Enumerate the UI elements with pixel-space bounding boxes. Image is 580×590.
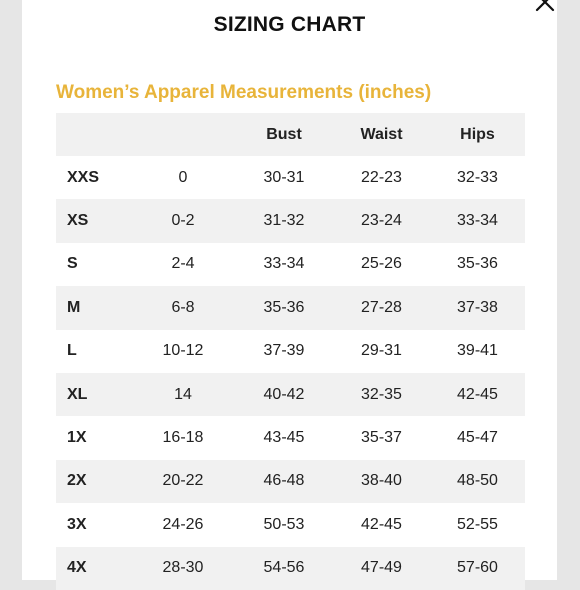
size-cell: 1X (67, 429, 87, 447)
size-cell: M (56, 286, 131, 329)
bust-cell: 54-56 (235, 547, 333, 590)
numeric-size-cell: 16-18 (162, 429, 204, 447)
table-row (56, 503, 525, 546)
numeric-size-cell: 0-2 (131, 199, 235, 242)
header-bust: Bust (235, 113, 333, 156)
bust-cell: 46-48 (235, 460, 333, 503)
table-row (56, 416, 525, 459)
size-cell: XS (56, 199, 131, 242)
bust-cell: 40-42 (235, 373, 333, 416)
waist-cell: 29-31 (361, 342, 402, 360)
header-numeric-size (131, 113, 235, 156)
waist-cell: 38-40 (333, 460, 430, 503)
waist-cell: 25-26 (361, 255, 402, 273)
close-icon (533, 0, 557, 14)
numeric-size-cell: 2-4 (171, 255, 195, 273)
hips-cell: 32-33 (457, 168, 498, 186)
hips-cell: 52-55 (457, 515, 498, 533)
size-cell: XL (56, 373, 131, 416)
sizing-chart-panel (22, 0, 557, 580)
table-row (56, 199, 525, 242)
close-button[interactable] (533, 0, 557, 14)
numeric-size-cell: 0 (178, 168, 188, 186)
table-body (56, 156, 525, 590)
bust-cell: 37-39 (263, 342, 305, 360)
size-cell: 3X (67, 515, 87, 533)
table-row (56, 286, 525, 329)
waist-cell: 22-23 (361, 168, 402, 186)
hips-cell: 45-47 (457, 429, 498, 447)
hips-cell: 48-50 (430, 460, 525, 503)
header-waist: Waist (333, 113, 430, 156)
waist-cell: 42-45 (361, 515, 402, 533)
table-row (56, 243, 525, 286)
hips-cell: 57-60 (430, 547, 525, 590)
waist-cell: 35-37 (361, 429, 402, 447)
bust-cell: 43-45 (263, 429, 305, 447)
bust-cell: 35-36 (235, 286, 333, 329)
bust-cell: 50-53 (263, 515, 305, 533)
size-cell: S (67, 255, 78, 273)
table-subtitle: Women’s Apparel Measurements (inches) (56, 82, 432, 103)
size-cell: 2X (56, 460, 131, 503)
numeric-size-cell: 28-30 (131, 547, 235, 590)
table-row (56, 156, 525, 199)
page-title: SIZING CHART (213, 13, 366, 36)
size-cell: L (67, 342, 77, 360)
table-row (56, 460, 525, 503)
size-cell: XXS (67, 168, 100, 186)
numeric-size-cell: 10-12 (162, 342, 204, 360)
header-hips: Hips (430, 113, 525, 156)
hips-cell: 39-41 (457, 342, 498, 360)
numeric-size-cell: 20-22 (131, 460, 235, 503)
table-row (56, 547, 525, 590)
numeric-size-cell: 6-8 (131, 286, 235, 329)
table-header-row (56, 113, 525, 156)
hips-cell: 35-36 (457, 255, 498, 273)
numeric-size-cell: 24-26 (162, 515, 204, 533)
waist-cell: 27-28 (333, 286, 430, 329)
hips-cell: 33-34 (430, 199, 525, 242)
numeric-size-cell: 14 (131, 373, 235, 416)
table-row (56, 373, 525, 416)
table-row (56, 330, 525, 373)
size-cell: 4X (56, 547, 131, 590)
bust-cell: 31-32 (235, 199, 333, 242)
hips-cell: 42-45 (430, 373, 525, 416)
sizing-table (56, 113, 525, 590)
header-size (56, 113, 131, 156)
hips-cell: 37-38 (430, 286, 525, 329)
bust-cell: 33-34 (263, 255, 305, 273)
bust-cell: 30-31 (263, 168, 305, 186)
waist-cell: 32-35 (333, 373, 430, 416)
waist-cell: 23-24 (333, 199, 430, 242)
waist-cell: 47-49 (333, 547, 430, 590)
